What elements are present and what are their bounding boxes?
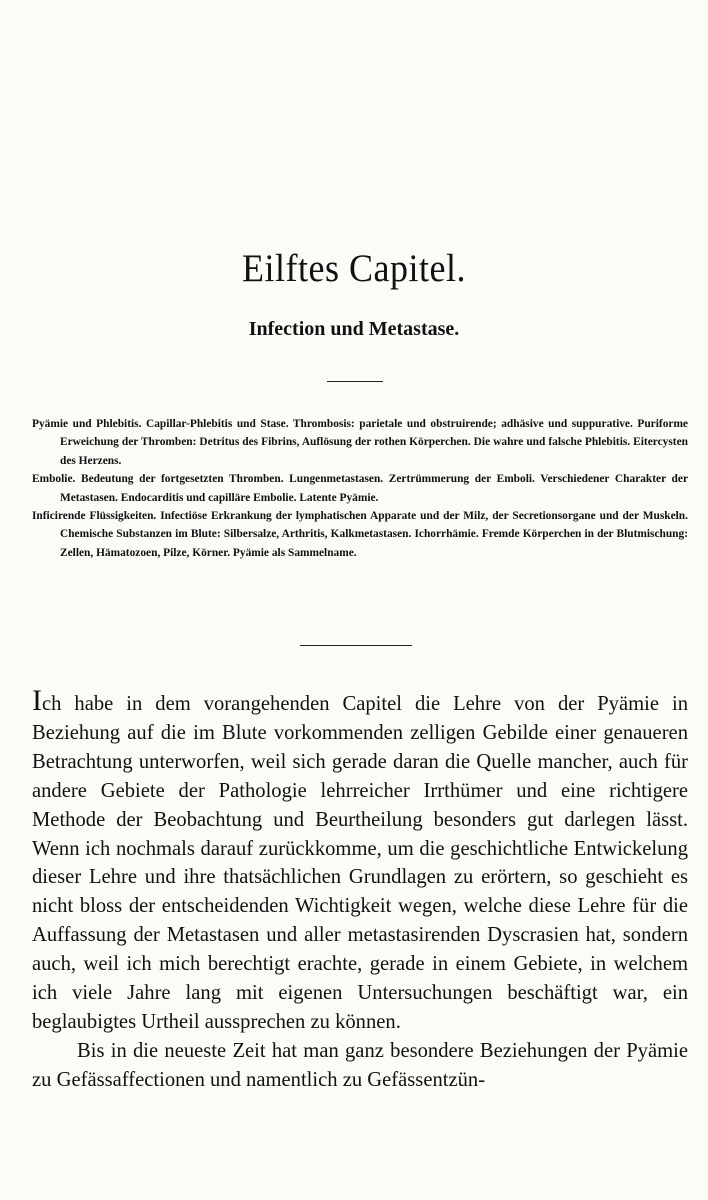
chapter-title: Eilftes Capitel. [242, 246, 466, 290]
drop-cap: I [32, 684, 42, 717]
summary-paragraph: Inficirende Flüssigkeiten. Infectiöse Erkrankung der lymphatischen Apparate und der Milz, der Secretionsorgane und der Muskeln. Chemische Substanzen im Blute: Silbersalze, Arthritis, Kalkmetastasen. Ichorrhämie. Fremde Körperchen in der Blutmischung: Zellen, Hämatozoen, Pilze, Körner. Pyämie als Sammelname. [32, 510, 688, 559]
divider-middle [300, 645, 412, 646]
body-paragraph: Bis in die neueste Zeit hat man ganz besondere Beziehungen der Pyämie zu Gefässaffectionen und namentlich zu Gefässentzün- [32, 1039, 688, 1091]
paragraph-text: ch habe in dem vorangehenden Capitel die Lehre von der Pyämie in Beziehung auf die im Blute vorkommenden zelligen Gebilde einer genaueren Betrachtung unterworfen, weil sich gerade daran die Quelle mancher, auch für andere Gebiete der Pathologie lehrreicher Irrthümer und eine richtigere Methode der Beobachtung und Beurtheilung besonders gut darlegen lässt. Wenn ich nochmals darauf zurückkomme, um die geschichtliche Entwickelung dieser Lehre und ihre thatsächlichen Grundlagen zu erörtern, so geschieht es nicht bloss der entscheidenden Wichtigkeit wegen, welche diese Lehre für die Auffassung der Metastasen und aller metastasirenden Dyscrasien hat, sondern auch, weil ich mich berechtigt erachte, gerade in einem Gebiete, in welchem ich viele Jahre lang mit eigenen Untersuchungen beschäftigt war, ein beglaubigtes Urtheil aussprechen zu können. [32, 693, 688, 1033]
body-paragraph [32, 684, 688, 1037]
chapter-summary [32, 415, 688, 562]
summary-paragraph: Pyämie und Phlebitis. Capillar-Phlebitis und Stase. Thrombosis: parietale und obstruirende; adhäsive und suppurative. Puriforme Erweichung der Thromben: Detritus des Fibrins, Auflösung der rothen Körperchen. Die wahre und falsche Phlebitis. Eitercysten des Herzens. [32, 418, 688, 467]
chapter-subtitle: Infection und Metastase. [248, 318, 460, 340]
summary-paragraph: Embolie. Bedeutung der fortgesetzten Thromben. Lungenmetastasen. Zertrümmerung der Emboli. Verschiedener Charakter der Metastasen. Endocarditis und capilläre Embolie. Latente Pyämie. [32, 473, 688, 504]
body-text [32, 684, 688, 1095]
divider-top [327, 381, 383, 382]
